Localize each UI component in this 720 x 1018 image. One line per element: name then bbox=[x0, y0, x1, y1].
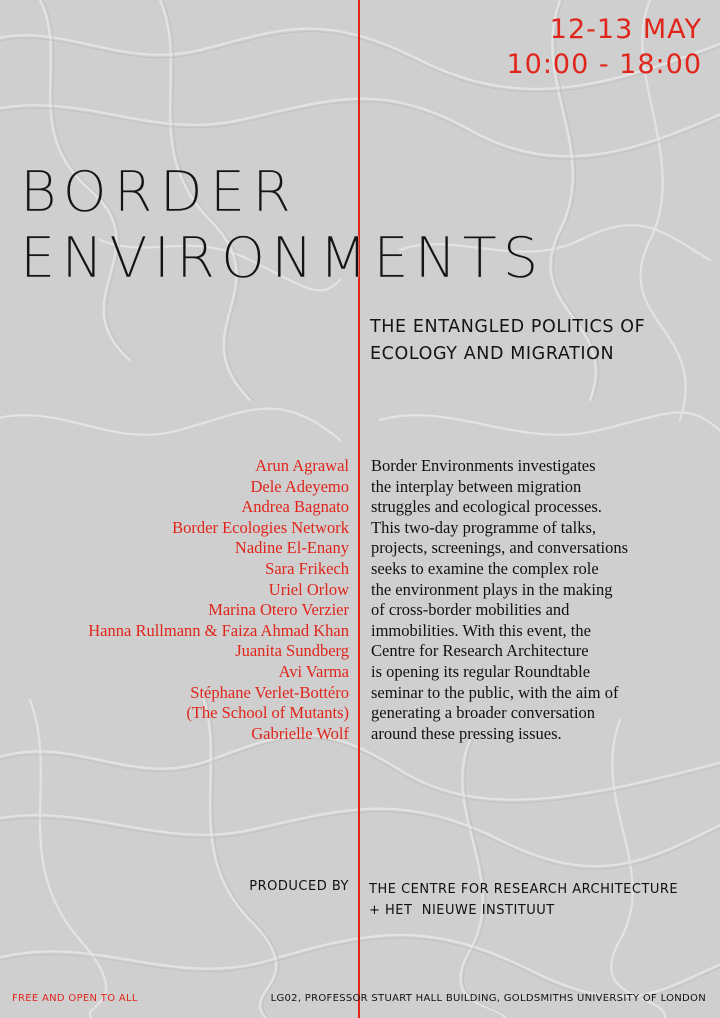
description-line: the interplay between migration bbox=[371, 476, 582, 496]
event-date: 12-13 MAY bbox=[549, 14, 702, 45]
vertical-divider-line bbox=[358, 0, 360, 1018]
description-line: seeks to examine the complex role bbox=[371, 558, 599, 578]
producer-1: THE CENTRE FOR RESEARCH ARCHITECTURE bbox=[369, 882, 679, 897]
producer-2: + HET NIEUWE INSTITUUT bbox=[369, 903, 555, 918]
description-line: Centre for Research Architecture bbox=[371, 641, 589, 661]
produced-by-label: PRODUCED BY bbox=[249, 879, 349, 894]
title-line-2: ENVIRONMENTS bbox=[20, 226, 545, 291]
speaker-name: Gabrielle Wolf bbox=[251, 723, 349, 743]
description-line: of cross-border mobilities and bbox=[371, 600, 570, 620]
speaker-name: Border Ecologies Network bbox=[172, 517, 349, 537]
subtitle-line-1: THE ENTANGLED POLITICS OF bbox=[370, 317, 646, 337]
description-line: This two-day programme of talks, bbox=[371, 517, 596, 537]
title-line-1: BORDER bbox=[20, 160, 299, 225]
speaker-name: Arun Agrawal bbox=[255, 456, 349, 475]
subtitle bbox=[370, 314, 645, 368]
description-line: Border Environments investigates bbox=[371, 456, 596, 475]
description-line: is opening its regular Roundtable bbox=[371, 661, 591, 681]
speaker-name: Dele Adeyemo bbox=[250, 476, 349, 496]
description-line: immobilities. With this event, the bbox=[371, 620, 591, 640]
subtitle-line-2: ECOLOGY AND MIGRATION bbox=[370, 344, 615, 364]
description-line: generating a broader conversation bbox=[371, 703, 596, 723]
description-line: projects, screenings, and conversations bbox=[371, 538, 629, 558]
speaker-name: Uriel Orlow bbox=[268, 579, 349, 599]
producers bbox=[369, 879, 678, 921]
speaker-name: (The School of Mutants) bbox=[186, 703, 349, 723]
event-date-time bbox=[506, 12, 702, 82]
speaker-name: Hanna Rullmann & Faiza Ahmad Khan bbox=[88, 620, 349, 640]
description-line: struggles and ecological processes. bbox=[371, 497, 602, 517]
speaker-name: Avi Varma bbox=[278, 661, 349, 681]
event-time: 10:00 - 18:00 bbox=[506, 49, 702, 80]
free-admission-note: FREE AND OPEN TO ALL bbox=[12, 993, 138, 1004]
speaker-name: Nadine El-Enany bbox=[234, 538, 349, 558]
speaker-name: Juanita Sundberg bbox=[235, 641, 349, 661]
event-description bbox=[371, 456, 628, 744]
description-line: around these pressing issues. bbox=[371, 723, 562, 743]
description-line: seminar to the public, with the aim of bbox=[371, 682, 619, 702]
speaker-name: Andrea Bagnato bbox=[241, 497, 349, 517]
description-line: the environment plays in the making bbox=[371, 579, 613, 599]
speaker-name: Stéphane Verlet-Bottéro bbox=[190, 682, 349, 702]
speaker-list bbox=[88, 456, 349, 744]
page-title bbox=[20, 160, 544, 292]
speaker-name: Marina Otero Verzier bbox=[208, 600, 349, 620]
venue-address: LG02, PROFESSOR STUART HALL BUILDING, GOLDSMITHS UNIVERSITY OF LONDON bbox=[270, 993, 706, 1004]
speaker-name: Sara Frikech bbox=[265, 558, 349, 578]
